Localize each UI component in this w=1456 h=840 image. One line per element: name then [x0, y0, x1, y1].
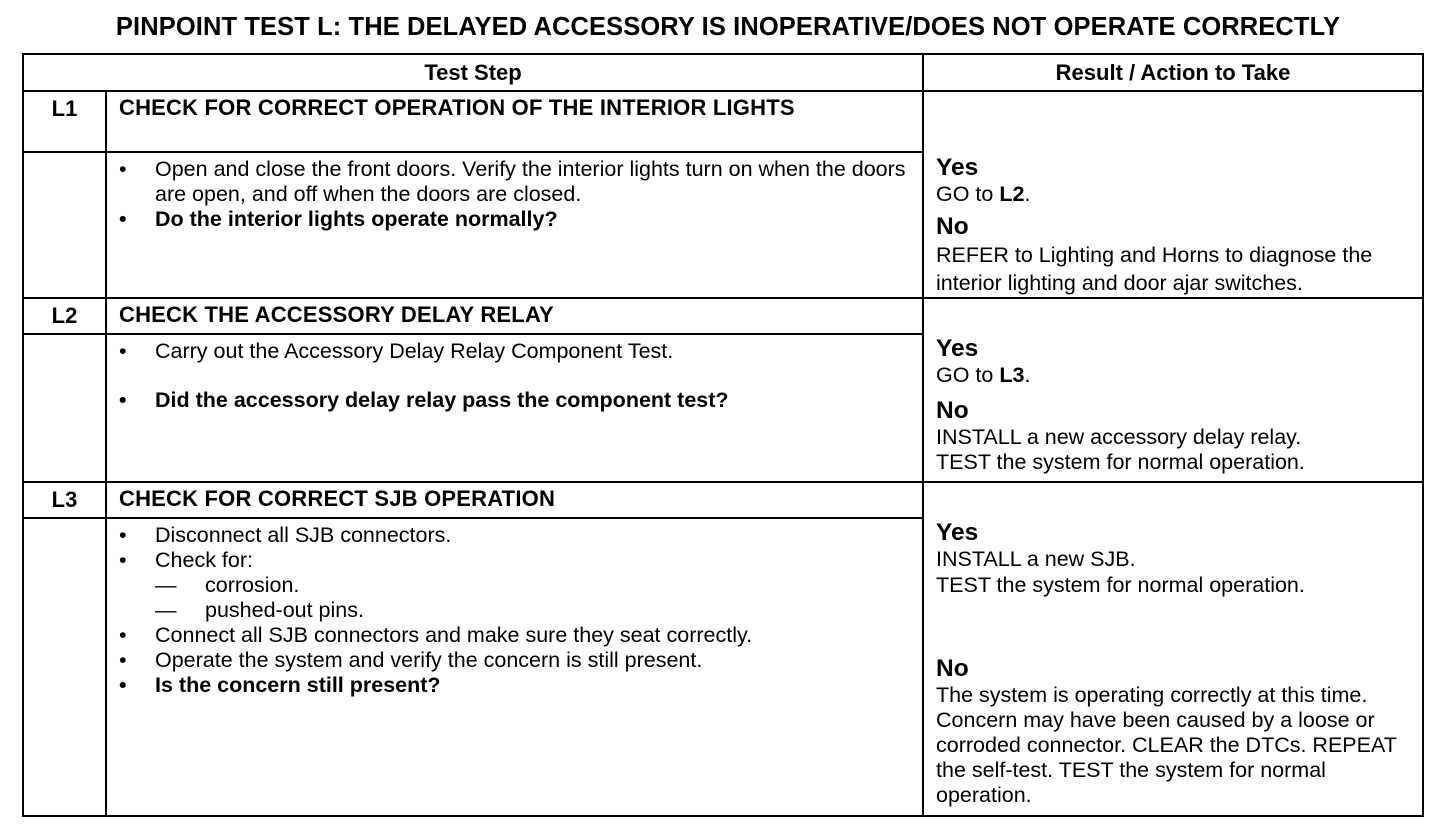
- step-heading-row-l1: [23, 91, 1423, 152]
- table-header-row: [23, 54, 1423, 91]
- step-id-l2: L2: [23, 298, 106, 334]
- step-body-l1: [106, 152, 923, 298]
- step-id-spacer-l3: [23, 518, 106, 816]
- list-item: • Connect all SJB connectors and make sure they seat correctly.: [119, 623, 753, 647]
- list-item: • Disconnect all SJB connectors.: [119, 523, 452, 547]
- yes-label-l2: Yes: [936, 335, 979, 362]
- yes-label-l1: Yes: [936, 154, 979, 181]
- sub-list-item: — corrosion.: [155, 573, 300, 597]
- pinpoint-test-table: [22, 53, 1424, 817]
- no-label-l1: No: [936, 212, 969, 240]
- no-action-l3: The system is operating correctly at this time. Concern may have been caused by a loose or corroded connector. CLEAR the DTCs. REPEAT the self-test. TEST the system for normal operation.: [936, 683, 1397, 807]
- list-item: • Is the concern still present?: [119, 673, 441, 697]
- yes-action-l3-line2: TEST the system for normal operation.: [936, 572, 1305, 597]
- list-item: • Operate the system and verify the concern is still present.: [119, 648, 703, 672]
- step-id-spacer-l2: [23, 334, 106, 482]
- yes-action-l2: GO to L3.: [936, 363, 1031, 387]
- sub-list-item: — pushed-out pins.: [155, 598, 364, 622]
- yes-label-l3: Yes: [936, 519, 979, 546]
- no-action-l2-line1: INSTALL a new accessory delay relay.: [936, 424, 1302, 449]
- step-body-l2: [106, 334, 923, 482]
- header-result: Result / Action to Take: [923, 54, 1423, 91]
- no-label-l2: No: [936, 396, 969, 424]
- yes-action-l1: GO to L2.: [936, 182, 1031, 206]
- step-body-l3: [106, 518, 923, 816]
- yes-action-l3-line1: INSTALL a new SJB.: [936, 547, 1136, 571]
- result-l1: [923, 91, 1423, 298]
- list-item: • Check for:: [119, 548, 253, 572]
- result-l2: [923, 298, 1423, 482]
- list-item: • Did the accessory delay relay pass the component test?: [119, 388, 729, 412]
- list-item: • Do the interior lights operate normally?: [119, 207, 558, 231]
- list-item: • Open and close the front doors. Verify the interior lights turn on when the doors are open, and off when the doors are closed.: [119, 157, 906, 206]
- step-heading-row-l2: [23, 298, 1423, 334]
- step-id-l1: L1: [23, 91, 106, 152]
- list-item: • Carry out the Accessory Delay Relay Component Test.: [119, 339, 674, 363]
- step-id-spacer-l1: [23, 152, 106, 298]
- no-action-l1: REFER to Lighting and Horns to diagnose the interior lighting and door ajar switches.: [936, 242, 1373, 295]
- result-l3: [923, 482, 1423, 816]
- no-action-l2-line2: TEST the system for normal operation.: [936, 450, 1305, 474]
- step-id-l3: L3: [23, 482, 106, 518]
- step-heading-l2: CHECK THE ACCESSORY DELAY RELAY: [106, 298, 923, 334]
- no-label-l3: No: [936, 655, 969, 682]
- step-heading-l3: CHECK FOR CORRECT SJB OPERATION: [106, 482, 923, 518]
- step-heading-row-l3: [23, 482, 1423, 518]
- page-title: PINPOINT TEST L: THE DELAYED ACCESSORY IS INOPERATIVE/DOES NOT OPERATE CORRECTLY: [115, 13, 1341, 41]
- step-heading-l1: CHECK FOR CORRECT OPERATION OF THE INTERIOR LIGHTS: [106, 91, 923, 152]
- header-test-step: Test Step: [23, 54, 923, 91]
